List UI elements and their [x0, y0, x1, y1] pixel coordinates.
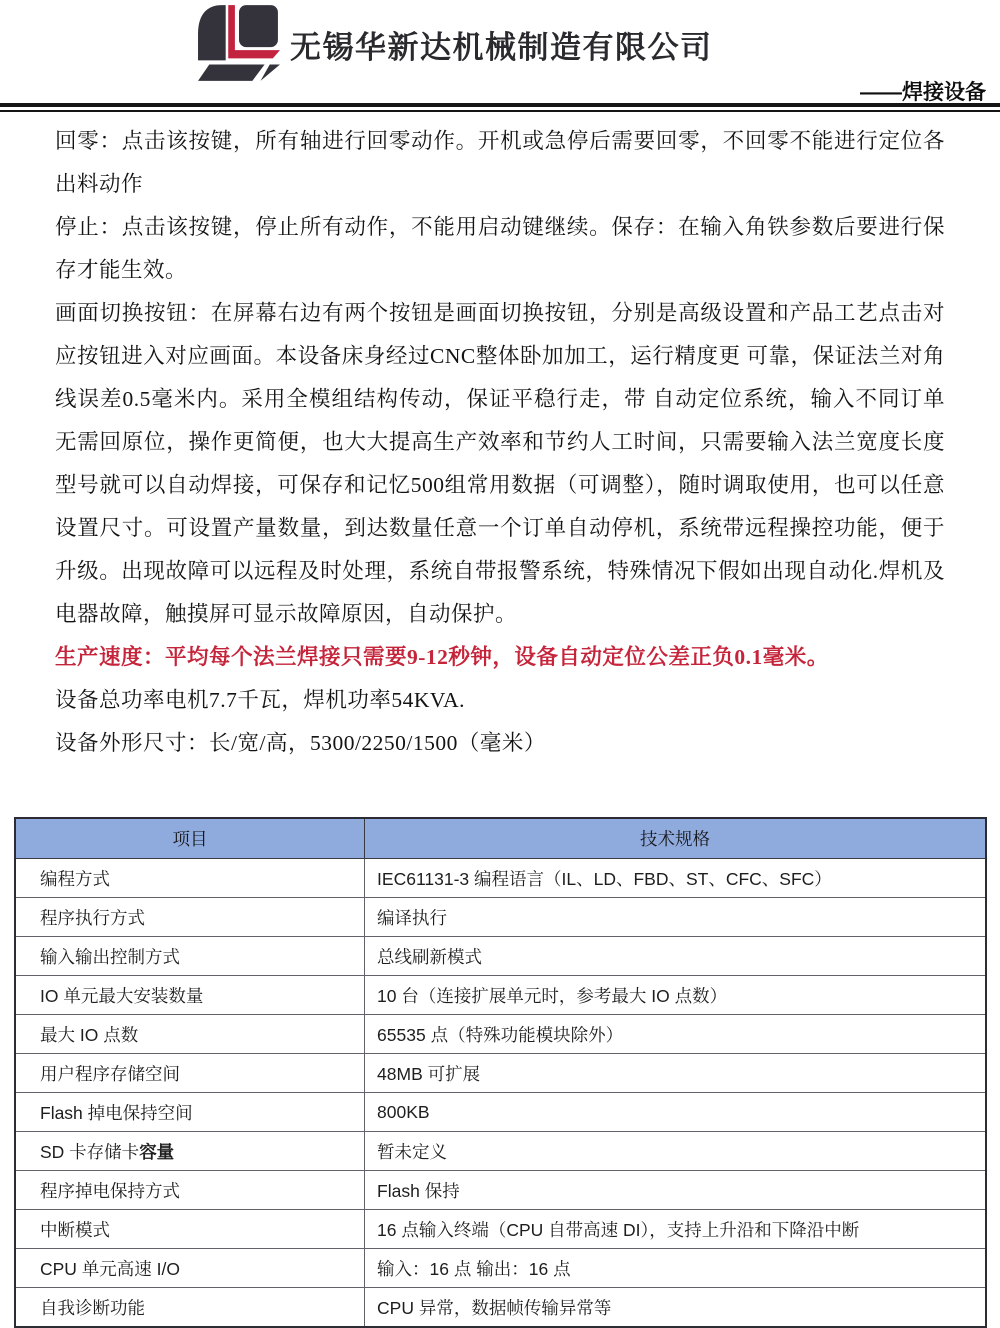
table-row [15, 898, 986, 937]
row-label: 自我诊断功能 [40, 1297, 145, 1318]
row-label: 用户程序存储空间 [40, 1063, 180, 1084]
spec-table-container [14, 817, 987, 1328]
spec-table [14, 817, 987, 1328]
row-value: 48MB 可扩展 [365, 1054, 986, 1093]
header-spec: 技术规格 [365, 818, 986, 859]
paragraph-stop-save: 停止：点击该按键，停止所有动作，不能用启动键继续。保存：在输入角铁参数后要进行保存才能生效。 [55, 215, 945, 282]
paragraph-home-zero: 回零：点击该按键，所有轴进行回零动作。开机或急停后需要回零，不回零不能进行定位各出料动作 [55, 129, 945, 196]
row-label-bold: 容量 [139, 1141, 175, 1162]
row-value: IEC61131-3 编程语言（IL、LD、FBD、ST、CFC、SFC） [365, 859, 986, 898]
table-row [15, 1288, 986, 1328]
table-row [15, 1093, 986, 1132]
row-value: 编译执行 [365, 898, 986, 937]
row-label: 输入输出控制方式 [40, 946, 180, 967]
row-label: 程序掉电保持方式 [40, 1180, 180, 1201]
row-label: 中断模式 [40, 1219, 110, 1240]
row-label: CPU 单元高速 I/O [40, 1258, 181, 1279]
table-header-row [15, 818, 986, 859]
row-label: 编程方式 [40, 868, 110, 889]
category-tagline: ——焊接设备 [860, 81, 986, 104]
row-value: 65535 点（特殊功能模块除外） [365, 1015, 986, 1054]
table-row [15, 1054, 986, 1093]
table-row [15, 937, 986, 976]
table-row [15, 1249, 986, 1288]
header-divider [0, 103, 1000, 112]
paragraph-power: 设备总功率电机7.7千瓦，焊机功率54KVA. [55, 688, 466, 712]
company-logo-icon [197, 3, 281, 83]
page-header [0, 0, 1000, 110]
company-name: 无锡华新达机械制造有限公司 [290, 30, 713, 65]
table-row [15, 1015, 986, 1054]
table-row [15, 859, 986, 898]
table-row [15, 1171, 986, 1210]
row-label: SD 卡存储卡 [40, 1141, 140, 1162]
body-text [55, 110, 945, 765]
row-label: IO 单元最大安装数量 [40, 985, 204, 1006]
row-label: Flash 掉电保持空间 [40, 1102, 193, 1123]
row-value: CPU 异常，数据帧传输异常等 [365, 1288, 986, 1328]
table-row [15, 976, 986, 1015]
row-value: Flash 保持 [365, 1171, 986, 1210]
header-item: 项目 [15, 818, 365, 859]
row-value: 800KB [365, 1093, 986, 1132]
table-row [15, 1132, 986, 1171]
row-label: 最大 IO 点数 [40, 1024, 139, 1045]
paragraph-screen-switch: 画面切换按钮：在屏幕右边有两个按钮是画面切换按钮，分别是高级设置和产品工艺点击对应按钮进入对应画面。本设备床身经过CNC整体卧加加工，运行精度更 可靠，保证法兰对角线误差0.5毫米内。采用全模组结构传动，保证平稳行走，带 自动定位系统，输入不同订单无需回原位，操作更简便，也大大提高生产效率和节约人工时间，只需要输入法兰宽度长度型号就可以自动焊接，可保存和记忆500组常用数据（可调整），随时调取使用，也可以任意设置尺寸。可设置产量数量，到达数量任意一个订单自动停机，系统带远程操控功能，便于升级。出现故障可以远程及时处理，系统自带报警系统，特殊情况下假如出现自动化.焊机及电器故障，触摸屏可显示故障原因，自动保护。 [55, 301, 945, 626]
row-value: 16 点输入终端（CPU 自带高速 DI），支持上升沿和下降沿中断 [365, 1210, 986, 1249]
paragraph-dimensions: 设备外形尺寸：长/宽/高，5300/2250/1500（毫米） [55, 731, 546, 755]
paragraph-production-speed: 生产速度：平均每个法兰焊接只需要9-12秒钟，设备自动定位公差正负0.1毫米。 [55, 645, 829, 669]
row-value: 暂未定义 [365, 1132, 986, 1171]
table-row [15, 1210, 986, 1249]
row-value: 10 台（连接扩展单元时，参考最大 IO 点数） [365, 976, 986, 1015]
row-value: 总线刷新模式 [365, 937, 986, 976]
row-label: 程序执行方式 [40, 907, 145, 928]
row-value: 输入：16 点 输出：16 点 [365, 1249, 986, 1288]
